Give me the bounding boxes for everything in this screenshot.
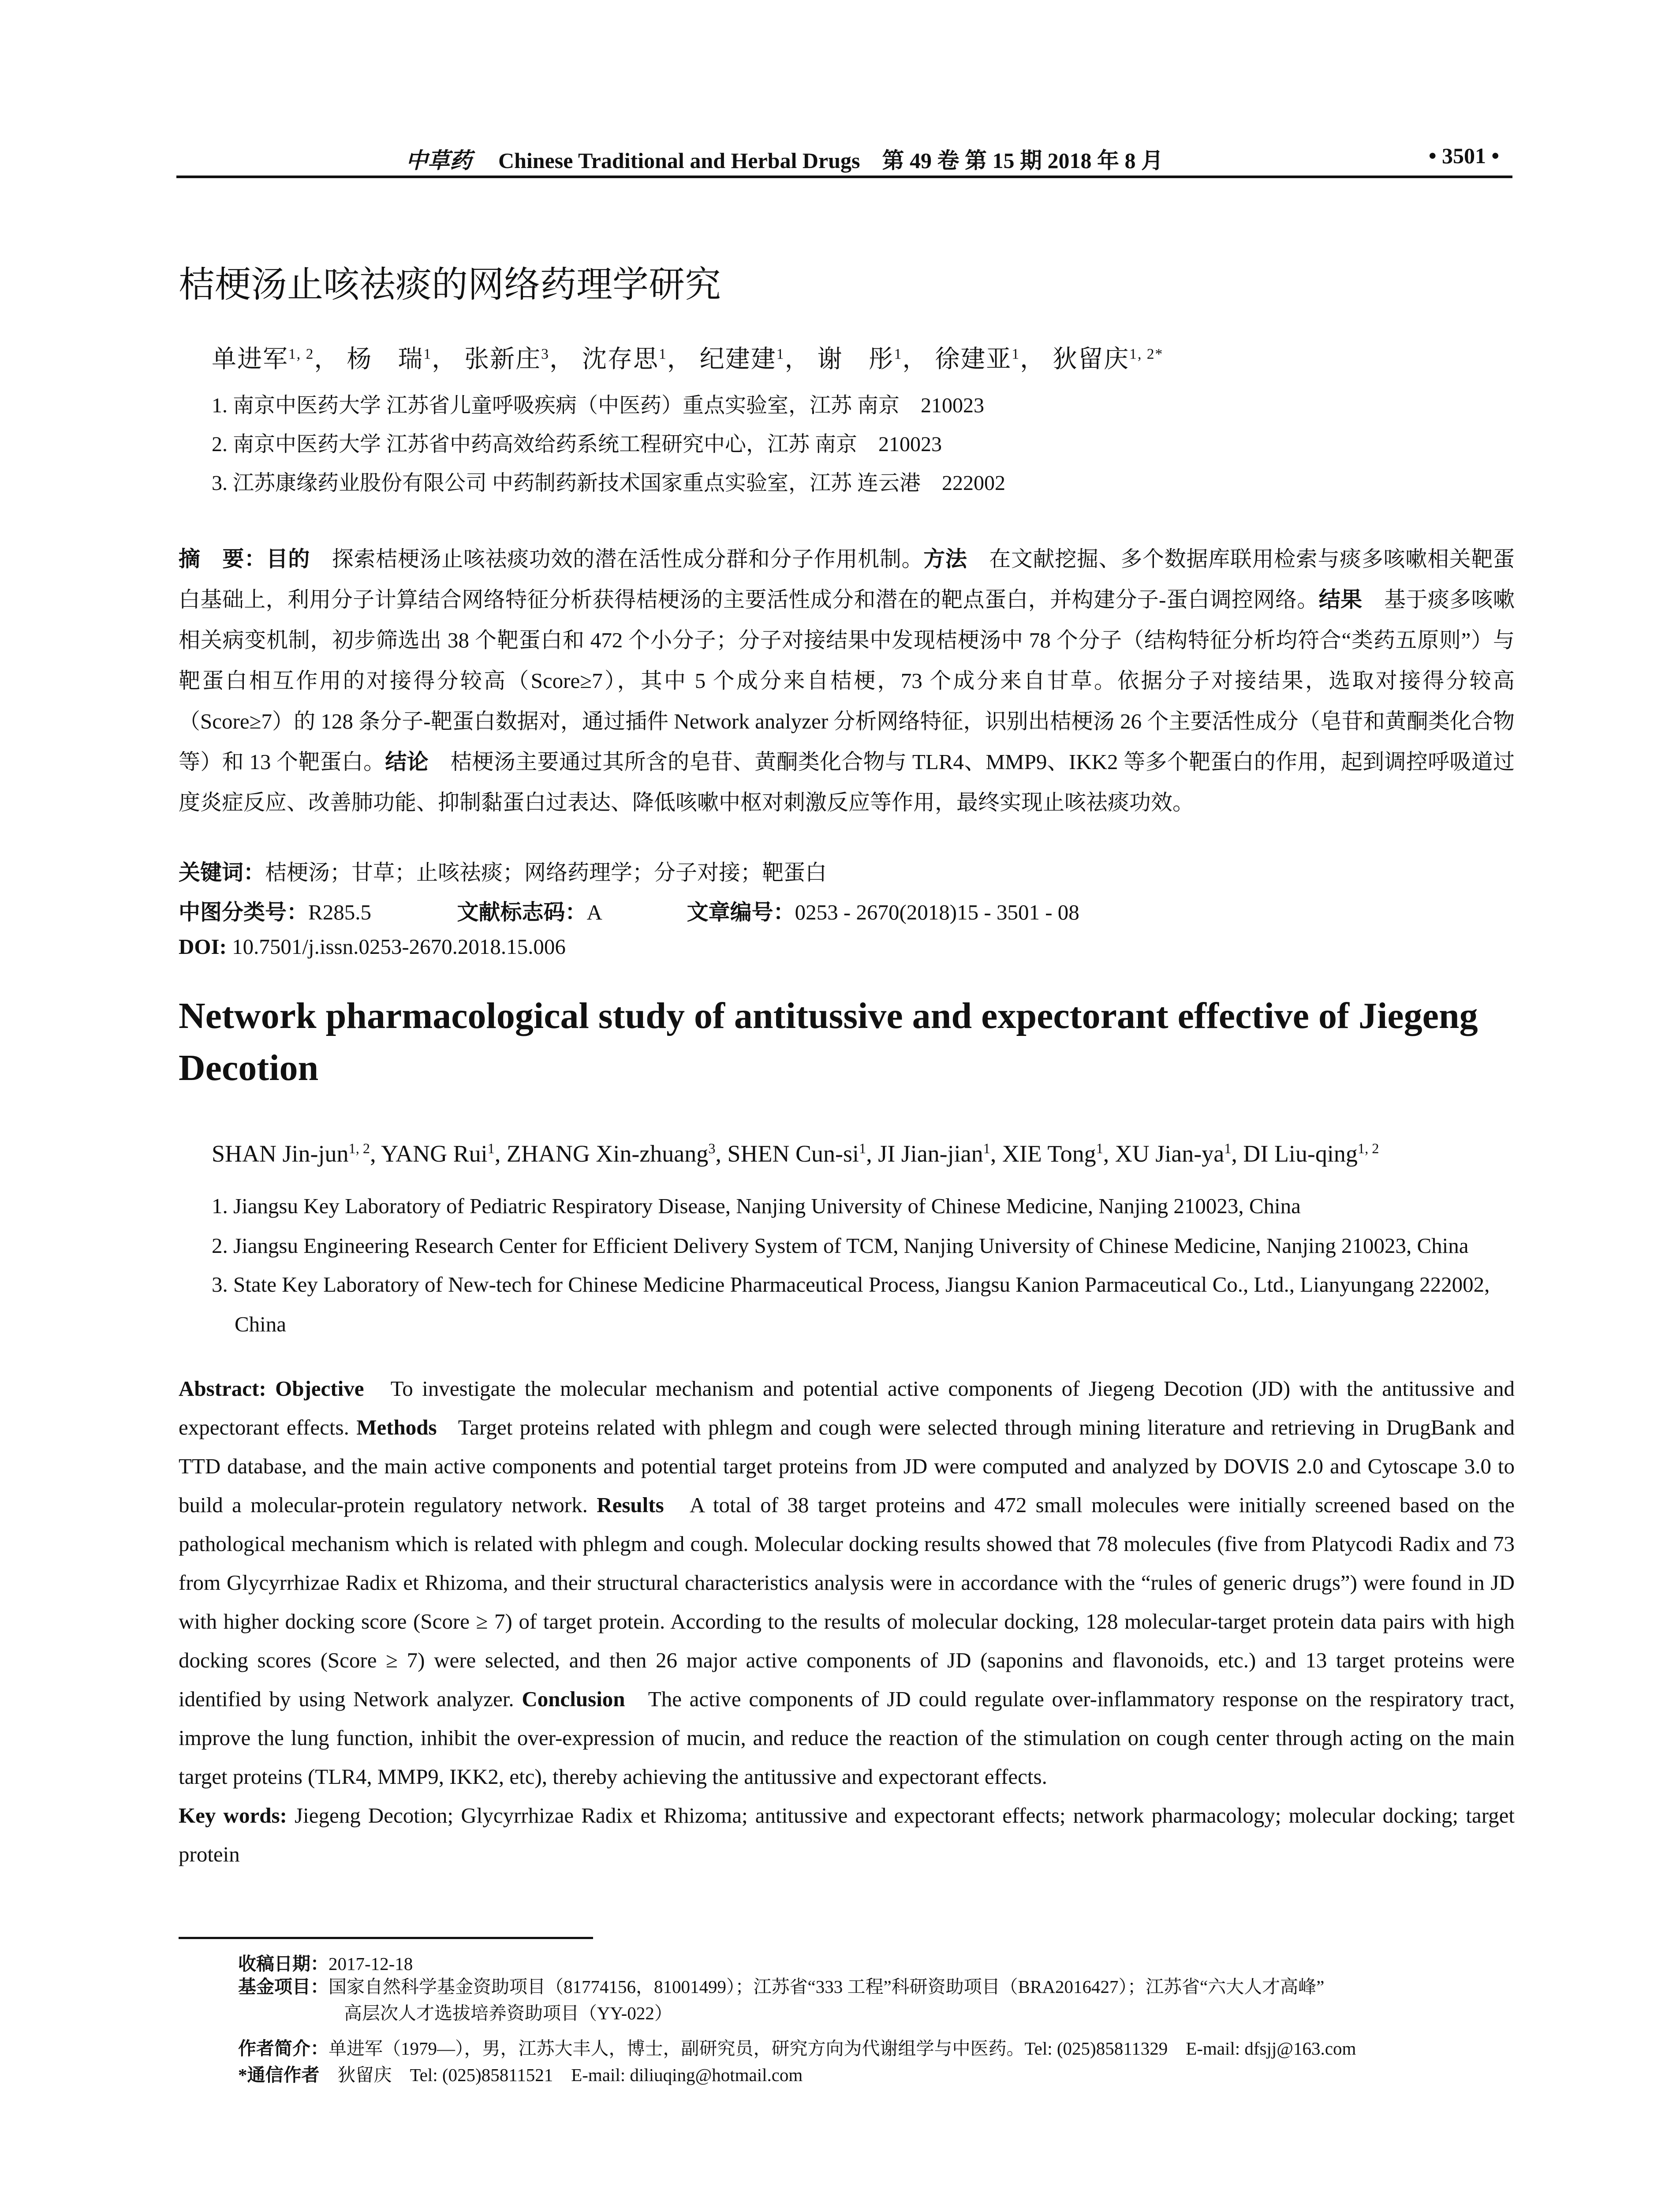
author-bio <box>238 2034 1356 2060</box>
fund-label: 基金项目： <box>238 1977 329 1997</box>
received-value: 2017-12-18 <box>329 1954 413 1974</box>
cn-author: 单进军$^{1, 2}$ <box>212 346 314 373</box>
en-objective-label: Objective <box>275 1376 364 1401</box>
cn-affiliation-2: 2. 南京中医药大学 江苏省中药高效给药系统工程研究中心，江苏 南京 210023 <box>212 433 942 456</box>
en-results-label: Results <box>597 1493 664 1517</box>
cn-conclusion-label: 结论 <box>385 750 429 774</box>
cn-author: 狄留庆$^{1, 2*}$ <box>1053 346 1164 373</box>
cn-author: 杨 瑞$^1$ <box>347 346 432 373</box>
en-author: ZHANG Xin-zhuang$^3$ <box>506 1140 716 1167</box>
fund-value-cont: 高层次人才选拔培养资助项目（YY-022） <box>344 2003 672 2023</box>
cn-results-label: 结果 <box>1318 587 1363 612</box>
en-author: DI Liu-qing$^{1, 2}$ <box>1243 1140 1379 1167</box>
en-abstract <box>179 1369 1515 1874</box>
cn-objective: 探索桔梗汤止咳祛痰功效的潜在活性成分群和分子作用机制。 <box>332 547 924 571</box>
fund-value: 国家自然科学基金资助项目（81774156，81001499）；江苏省“333 工程”科研资助项目（BRA2016427）；江苏省“六大人才高峰” <box>329 1977 1325 1997</box>
issue-info: 第 49 卷 第 15 期 2018 年 8 月 <box>882 148 1163 173</box>
corr-value: 狄留庆 Tel: (025)85811521 E-mail: diliuqing@hotmail.com <box>337 2065 803 2085</box>
en-author: XIE Tong$^1$ <box>1002 1140 1103 1167</box>
cn-author: 沈存思$^1$ <box>582 346 667 373</box>
article-no-label: 文章编号： <box>687 900 795 924</box>
doccode-label: 文献标志码： <box>457 900 587 924</box>
cn-methods-label: 方法 <box>923 547 967 571</box>
cn-classification <box>179 895 1079 926</box>
cn-keywords-label: 关键词： <box>179 860 265 885</box>
en-keywords-label: Key words: <box>179 1803 287 1828</box>
cn-author: 纪建建$^1$ <box>699 346 785 373</box>
cn-abstract <box>179 539 1515 823</box>
en-conclusion: The active components of JD could regulate over-inflammatory response on the respiratory tract, improve the lung function, inhibit the over-expression of mucin, and reduce the reaction of the stimulation on cough center through acting on the main target proteins (TLR4, MMP9, IKK2, etc), thereby achieving the antitussive and expectorant effects. <box>179 1687 1515 1789</box>
en-affiliation-2: 2. Jiangsu Engineering Research Center for Efficient Delivery System of TCM, Nanjing University of Chinese Medicine, Nanjing 210023, China <box>212 1233 1469 1258</box>
corr-label: *通信作者 <box>238 2065 320 2085</box>
en-results: A total of 38 target proteins and 472 small molecules were initially screened based on the pathological mechanism which is related with phlegm and cough. Molecular docking results showed that 78 molecules (five from Platycodi Radix and 73 from Glycyrrhizae Radix et Rhizoma, and their structural characteristics analysis were in accordance with the “rules of generic drugs”) were found in JD with higher docking score (Score ≥ 7) of target protein. According to the results of molecular docking, 128 molecular-target protein data pairs with high docking scores (Score ≥ 7) were selected, and then 26 major active components of JD (saponins and flavonoids, etc.) and 13 target proteins were identified by using Network analyzer. <box>179 1493 1515 1711</box>
en-title: Network pharmacological study of antitussive and expectorant effective of Jiegeng Decotion <box>179 995 1478 1088</box>
article-no-value: 0253 - 2670(2018)15 - 3501 - 08 <box>795 900 1079 924</box>
bio-label: 作者简介： <box>238 2038 329 2059</box>
doi-label: DOI: <box>179 934 227 959</box>
cn-author: 徐建亚$^1$ <box>935 346 1020 373</box>
en-keywords: Jiegeng Decotion; Glycyrrhizae Radix et Rhizoma; antitussive and expectorant effects; network pharmacology; molecular docking; target protein <box>179 1803 1515 1866</box>
cn-objective-label: 目的 <box>266 547 310 571</box>
cn-author-list: 单进军$^{1, 2}$， 杨 瑞$^1$， 张新庄$^3$， 沈存思$^1$， 纪建建$^1$， 谢 彤$^1$， 徐建亚$^1$， 狄留庆$^{1, 2*}$ <box>212 346 1164 373</box>
page-number: • 3501 • <box>1428 143 1499 168</box>
clc-label: 中图分类号： <box>179 900 309 924</box>
running-header <box>176 140 1512 178</box>
cn-affiliation-3: 3. 江苏康缘药业股份有限公司 中药制药新技术国家重点实验室，江苏 连云港 222002 <box>212 471 1006 495</box>
en-author: JI Jian-jian$^1$ <box>878 1140 990 1167</box>
en-methods: Target proteins related with phlegm and cough were selected through mining literature and retrieving in DrugBank and TTD database, and the main active components and potential target proteins from JD were computed and analyzed by DOVIS 2.0 and Cytoscape 3.0 to build a molecular-protein regulatory network. <box>179 1415 1515 1517</box>
received-label: 收稿日期： <box>238 1954 329 1974</box>
cn-keywords <box>179 856 827 886</box>
cn-results: 基于痰多咳嗽相关病变机制，初步筛选出 38 个靶蛋白和 472 个小分子；分子对接结果中发现桔梗汤中 78 个分子（结构特征分析均符合“类药五原则”）与靶蛋白相互作用的对接得分较高（Score≥7），其中 5 个成分来自桔梗，73 个成分来自甘草。依据分子对接结果，选取对接得分较高（Score≥7）的 128 条分子-靶蛋白数据对，通过插件 Network analyzer 分析网络特征，识别出桔梗汤 26 个主要活性成分（皂苷和黄酮类化合物等）和 13 个靶蛋白。 <box>179 587 1515 774</box>
cn-author: 张新庄$^3$ <box>464 346 549 373</box>
en-conclusion-label: Conclusion <box>522 1687 625 1711</box>
doccode-value: A <box>586 900 601 924</box>
en-abstract-label: Abstract: <box>179 1376 266 1401</box>
doi-value[interactable]: 10.7501/j.issn.0253-2670.2018.15.006 <box>232 934 566 959</box>
en-author-list: SHAN Jin-jun$^{1, 2}$, YANG Rui$^1$, ZHANG Xin-zhuang$^3$, SHEN Cun-$si^1$, JI Jian-jian$^1$, XIE Tong$^1$, XU Jian-$ya^1$, DI Liu-qing$^{1, 2}$ <box>212 1140 1379 1167</box>
en-author: XU Jian-$ya^1$ <box>1115 1140 1232 1167</box>
cn-keywords-text: 桔梗汤；甘草；止咳祛痰；网络药理学；分子对接；靶蛋白 <box>265 860 827 885</box>
cn-methods: 在文献挖掘、多个数据库联用检索与痰多咳嗽相关靶蛋白基础上，利用分子计算结合网络特征分析获得桔梗汤的主要活性成分和潜在的靶点蛋白，并构建分子-蛋白调控网络。 <box>179 547 1515 612</box>
en-author: SHEN Cun-$si^1$ <box>727 1140 866 1167</box>
en-objective: To investigate the molecular mechanism and potential active components of Jiegeng Decotion (JD) with the antitussive and expectorant effects. <box>179 1376 1515 1439</box>
bio-value: 单进军（1979—），男，江苏大丰人，博士，副研究员，研究方向为代谢组学与中医药。Tel: (025)85811329 E-mail: dfsjj@163.com <box>329 2038 1356 2059</box>
cn-affiliation-1: 1. 南京中医药大学 江苏省儿童呼吸疾病（中医药）重点实验室，江苏 南京 210023 <box>212 394 985 417</box>
clc-value: R285.5 <box>308 900 371 924</box>
fund-info <box>238 1973 1517 2026</box>
en-affiliation-3: 3. State Key Laboratory of New-tech for Chinese Medicine Pharmaceutical Process, Jiangsu Kanion Parmaceutical Co., Ltd., Lianyungang 222002, China <box>212 1272 1490 1336</box>
cn-abstract-label: 摘 要： <box>179 547 266 571</box>
en-author: SHAN Jin-jun$^{1, 2}$ <box>212 1140 370 1167</box>
footnote-rule <box>179 1937 593 1939</box>
corresponding-author <box>238 2060 803 2086</box>
en-author: YANG Rui$^1$ <box>381 1140 495 1167</box>
cn-title: 桔梗汤止咳祛痰的网络药理学研究 <box>179 264 721 306</box>
en-affiliation-1: 1. Jiangsu Key Laboratory of Pediatric Respiratory Disease, Nanjing University of Chinese Medicine, Nanjing 210023, China <box>212 1194 1301 1218</box>
journal-name <box>406 143 1163 175</box>
doi-line <box>179 934 566 959</box>
journal-logo-cn: 中草药 <box>406 147 472 173</box>
cn-author: 谢 彤$^1$ <box>817 346 903 373</box>
journal-name-en: Chinese Traditional and Herbal Drugs <box>498 148 860 173</box>
cn-conclusion: 桔梗汤主要通过其所含的皂苷、黄酮类化合物与 TLR4、MMP9、IKK2 等多个靶蛋白的作用，起到调控呼吸道过度炎症反应、改善肺功能、抑制黏蛋白过表达、降低咳嗽中枢对刺激反应等作用，最终实现止咳祛痰功效。 <box>179 750 1515 815</box>
received-date <box>238 1949 413 1975</box>
en-methods-label: Methods <box>356 1415 437 1439</box>
